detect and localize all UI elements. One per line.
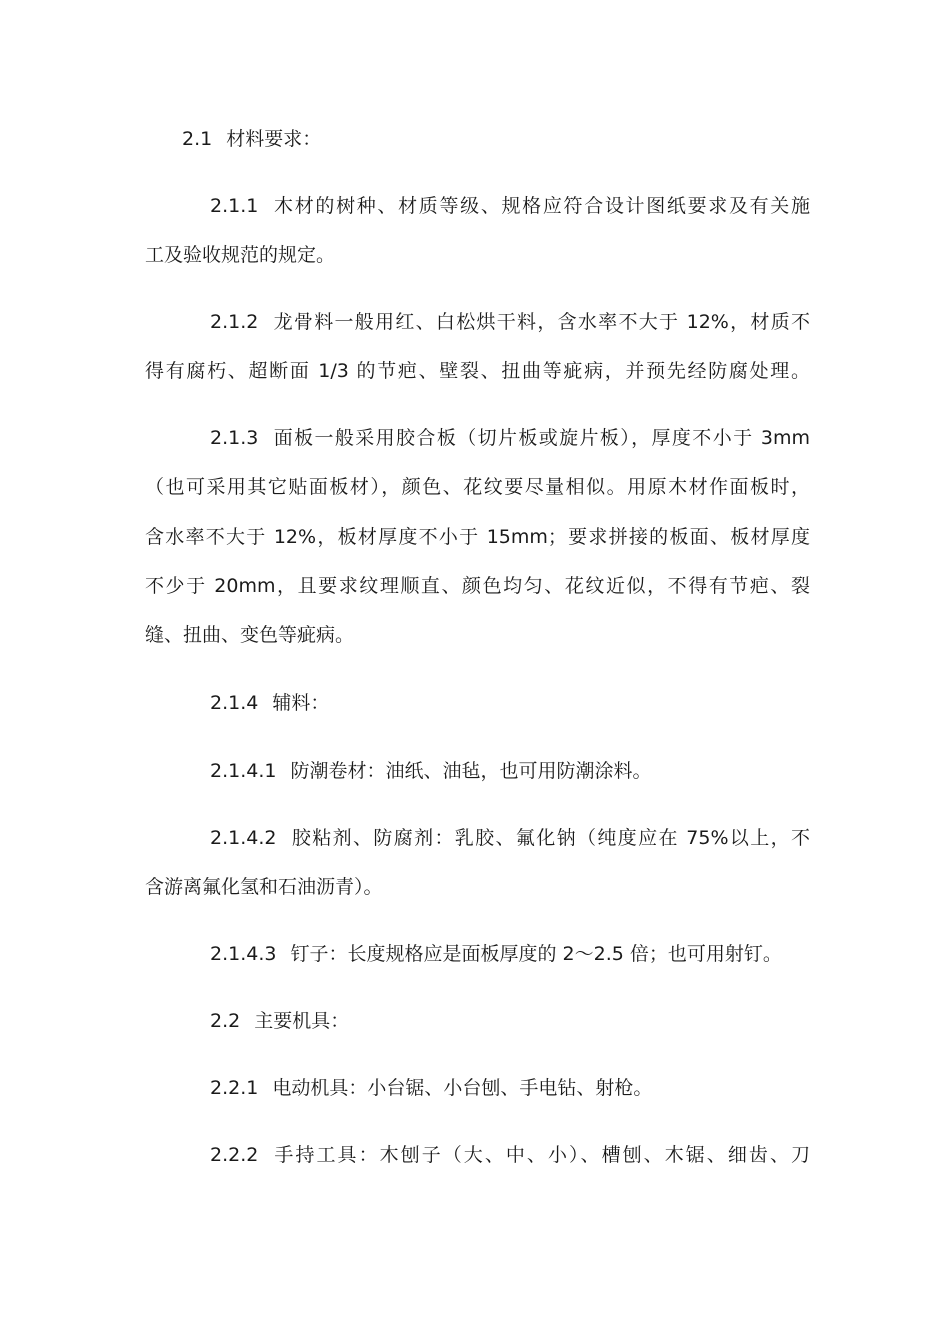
clause-number: 2.1.1	[210, 195, 259, 217]
paragraph-2-1-3-line-3	[145, 522, 810, 552]
paragraph-text: 电动机具：小台锯、小台刨、手电钻、射枪。	[272, 1077, 653, 1099]
section-number: 2.2	[210, 1010, 241, 1032]
paragraph-text: 工及验收规范的规定。	[145, 244, 336, 266]
paragraph-text: 钉子：长度规格应是面板厚度的 2～2.5 倍；也可用射钉。	[290, 943, 782, 965]
clause-number: 2.1.2	[210, 311, 259, 333]
section-title: 主要机具：	[254, 1010, 350, 1032]
paragraph-2-2-2	[210, 1140, 810, 1170]
paragraph-text: 辅料：	[272, 692, 330, 714]
clause-number: 2.2.1	[210, 1077, 259, 1099]
paragraph-2-2-1	[210, 1073, 810, 1103]
clause-number: 2.1.4.2	[210, 827, 277, 849]
section-title: 材料要求：	[226, 128, 322, 150]
clause-number: 2.1.4.3	[210, 943, 277, 965]
paragraph-text: 防潮卷材：油纸、油毡，也可用防潮涂料。	[290, 760, 652, 782]
paragraph-2-1-4-1	[210, 756, 810, 786]
paragraph-2-1-1-line-2	[145, 240, 810, 270]
paragraph-2-1-4-2-line-1	[210, 823, 810, 853]
clause-number: 2.1.4	[210, 692, 259, 714]
paragraph-text: （也可采用其它贴面板材），颜色、花纹要尽量相似。用原木材作面板时，	[145, 476, 810, 498]
paragraph-2-1-4	[210, 688, 810, 718]
paragraph-2-1-4-3	[210, 939, 810, 969]
clause-number: 2.1.4.1	[210, 760, 277, 782]
paragraph-2-1-3-line-1	[210, 423, 810, 453]
paragraph-2-1-1-line-1	[210, 191, 810, 221]
paragraph-text: 木材的树种、材质等级、规格应符合设计图纸要求及有关施	[272, 195, 810, 217]
section-heading-2-1	[182, 124, 847, 154]
paragraph-text: 龙骨料一般用红、白松烘干料，含水率不大于 12%，材质不	[272, 311, 810, 333]
section-number: 2.1	[182, 128, 213, 150]
section-heading-2-2	[210, 1006, 810, 1036]
paragraph-2-1-3-line-5	[145, 620, 810, 650]
paragraph-text: 得有腐朽、超断面 1/3 的节疤、壁裂、扭曲等疵病，并预先经防腐处理。	[145, 360, 810, 382]
paragraph-text: 手持工具：木刨子（大、中、小）、槽刨、木锯、细齿、刀	[272, 1144, 810, 1166]
clause-number: 2.1.3	[210, 427, 259, 449]
paragraph-text: 面板一般采用胶合板（切片板或旋片板），厚度不小于 3mm	[272, 427, 810, 449]
paragraph-2-1-2-line-1	[210, 307, 810, 337]
paragraph-2-1-4-2-line-2	[145, 872, 810, 902]
paragraph-text: 含水率不大于 12%，板材厚度不小于 15mm；要求拼接的板面、板材厚度	[145, 526, 810, 548]
paragraph-2-1-3-line-2	[145, 472, 810, 502]
paragraph-2-1-3-line-4	[145, 571, 810, 601]
paragraph-text: 胶粘剂、防腐剂：乳胶、氟化钠（纯度应在 75%以上，不	[290, 827, 810, 849]
paragraph-text: 缝、扭曲、变色等疵病。	[145, 624, 355, 646]
paragraph-text: 含游离氟化氢和石油沥青）。	[145, 876, 383, 898]
paragraph-2-1-2-line-2	[145, 356, 810, 386]
clause-number: 2.2.2	[210, 1144, 259, 1166]
paragraph-text: 不少于 20mm，且要求纹理顺直、颜色均匀、花纹近似，不得有节疤、裂	[145, 575, 810, 597]
